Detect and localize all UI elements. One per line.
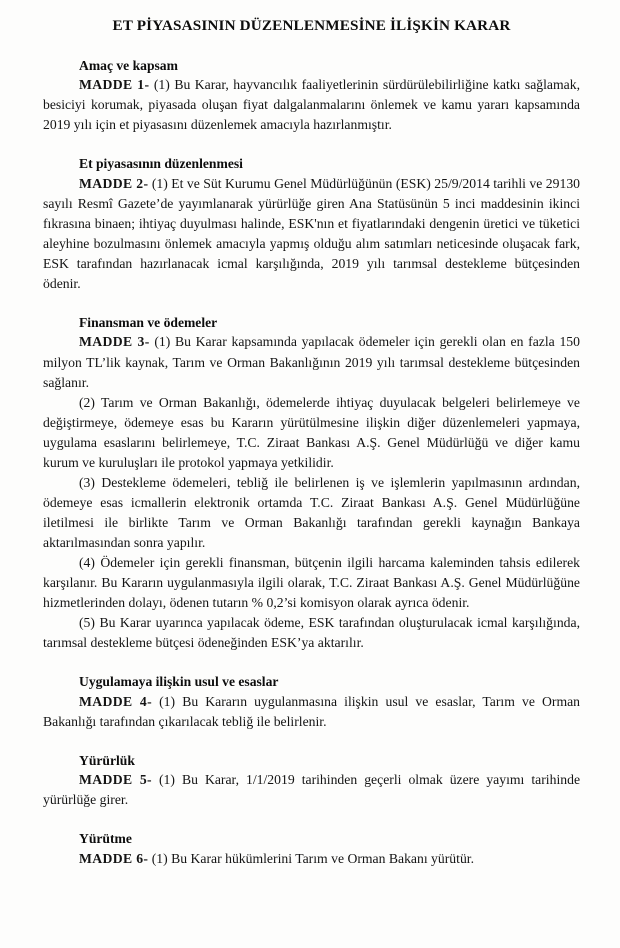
madde-label: MADDE 5- (79, 772, 152, 788)
sub-paragraph (43, 393, 580, 473)
section-heading: Finansman ve ödemeler (79, 315, 218, 331)
madde-paragraph (43, 174, 580, 294)
section-heading: Uygulamaya ilişkin usul ve esaslar (79, 674, 279, 690)
section-heading: Et piyasasının düzenlenmesi (79, 156, 243, 172)
paragraph-text: Bu Karar hükümlerini Tarım ve Orman Bakanı yürütür. (171, 850, 475, 866)
page-title: ET PİYASASININ DÜZENLENMESİNE İLİŞKİN KARAR (112, 17, 511, 34)
article-section (43, 154, 580, 294)
paragraph-text: Tarım ve Orman Bakanlığı, ödemelerde ihtiyaç duyulacak belgeleri belirlemeye ve değiştirmeye, ödemeye esas bu Kararın yürütülmesine ilişkin diğer düzenlemeleri yapmaya, uygulama esaslarını belirlemeye, T.C. Ziraat Bankası A.Ş. Genel Müdürlüğü ve diğer kamu kurum ve kuruluşları ile protokol yapmaya yetkilidir. (43, 394, 580, 470)
paragraph-number: (1) (153, 77, 170, 93)
paragraph-text: Destekleme ödemeleri, tebliğ ile belirlenen iş ve işlemlerin yapılmasının ardından, ödemeye esas icmallerin elektronik ortamda T.C. Ziraat Bankası A.Ş. Genel Müdürlüğüne iletilmesi ile birlikte Tarım ve Orman Bakanlığı tarafından gerekli kaynağın Bankaya aktarılmasından sonra yapılır. (43, 474, 580, 551)
sub-paragraph (43, 473, 580, 553)
article-section (43, 829, 580, 868)
madde-paragraph (43, 770, 580, 810)
sub-paragraph (43, 613, 580, 653)
section-heading: Amaç ve kapsam (79, 58, 178, 73)
article-section (43, 56, 580, 135)
madde-label: MADDE 1- (79, 77, 150, 93)
paragraph-text: Ödemeler için gerekli finansman, bütçenin ilgili harcama kaleminden tahsis edilerek karşılanır. Bu Kararın uygulanmasıyla ilgili olarak, T.C. Ziraat Bankası A.Ş. Genel Müdürlüğüne hizmetlerinden dolayı, ödenen tutarın % 0,2’si komisyon olarak ayrıca ödenir. (43, 555, 581, 611)
sub-paragraph (43, 553, 580, 613)
paragraph-text: Et ve Süt Kurumu Genel Müdürlüğünün (ESK) 25/9/2014 tarihli ve 29130 sayılı Resmî Gazete’de yayımlanarak yürürlüğe giren Ana Statüsünün 5 inci maddesinin ikinci fıkrasına binaen; ihtiyaç duyulması halinde, ESK'nın et fiyatlarındaki dengenin üretici ve tüketici aleyhine bozulmasını önlemek amacıyla yapmış olduğu alım satımları neticesinde oluşacak fark, ESK tarafından hazırlanacak icmal karşılığında, 2019 yılı tarımsal destekleme bütçesinden ödenir. (43, 175, 581, 292)
paragraph-number: (4) (79, 555, 95, 571)
madde-label: MADDE 2- (79, 175, 149, 191)
paragraph-number: (1) (151, 175, 168, 191)
paragraph-text: Bu Karar, hayvancılık faaliyetlerinin sürdürülebilirliğine katkı sağlamak, besiciyi korumak, piyasada oluşan fiyat dalgalanmalarını önlemek ve kamu yararı kapsamında 2019 yılı için et piyasasını düzenlemek amacıyla hazırlanmıştır. (43, 77, 580, 133)
paragraph-text: Bu Karar, 1/1/2019 tarihinden geçerli olmak üzere yayımı tarihinde yürürlüğe girer. (43, 772, 581, 808)
article-section (43, 313, 580, 653)
paragraph-number: (1) (158, 772, 175, 788)
madde-paragraph (43, 75, 580, 135)
paragraph-number: (1) (154, 334, 171, 350)
madde-paragraph (43, 692, 580, 732)
paragraph-text: Bu Kararın uygulanmasına ilişkin usul ve esaslar, Tarım ve Orman Bakanlığı tarafından çıkarılacak tebliğ ile belirlenir. (43, 693, 581, 729)
madde-label: MADDE 6- (79, 850, 149, 866)
article-section (43, 751, 580, 810)
document-body (43, 56, 580, 869)
paragraph-text: Bu Karar uyarınca yapılacak ödeme, ESK tarafından oluşturulacak icmal karşılığında, tarımsal destekleme bütçesi ödeneğinden ESK’ya aktarılır. (43, 615, 581, 651)
paragraph-number: (2) (79, 394, 95, 410)
madde-label: MADDE 4- (79, 693, 153, 709)
madde-paragraph (43, 332, 580, 392)
article-section (43, 672, 580, 731)
paragraph-number: (1) (159, 693, 176, 709)
paragraph-text: Bu Karar kapsamında yapılacak ödemeler için gerekli olan en fazla 150 milyon TL’lik kaynak, Tarım ve Orman Bakanlığının 2019 yılı tarımsal destekleme bütçesinden sağlanır. (43, 334, 580, 390)
madde-paragraph (43, 849, 580, 869)
madde-label: MADDE 3- (79, 334, 150, 350)
section-heading: Yürütme (79, 831, 132, 847)
paragraph-number: (5) (79, 615, 95, 631)
paragraph-number: (3) (79, 474, 95, 490)
section-heading: Yürürlük (79, 752, 135, 768)
paragraph-number: (1) (151, 850, 168, 866)
